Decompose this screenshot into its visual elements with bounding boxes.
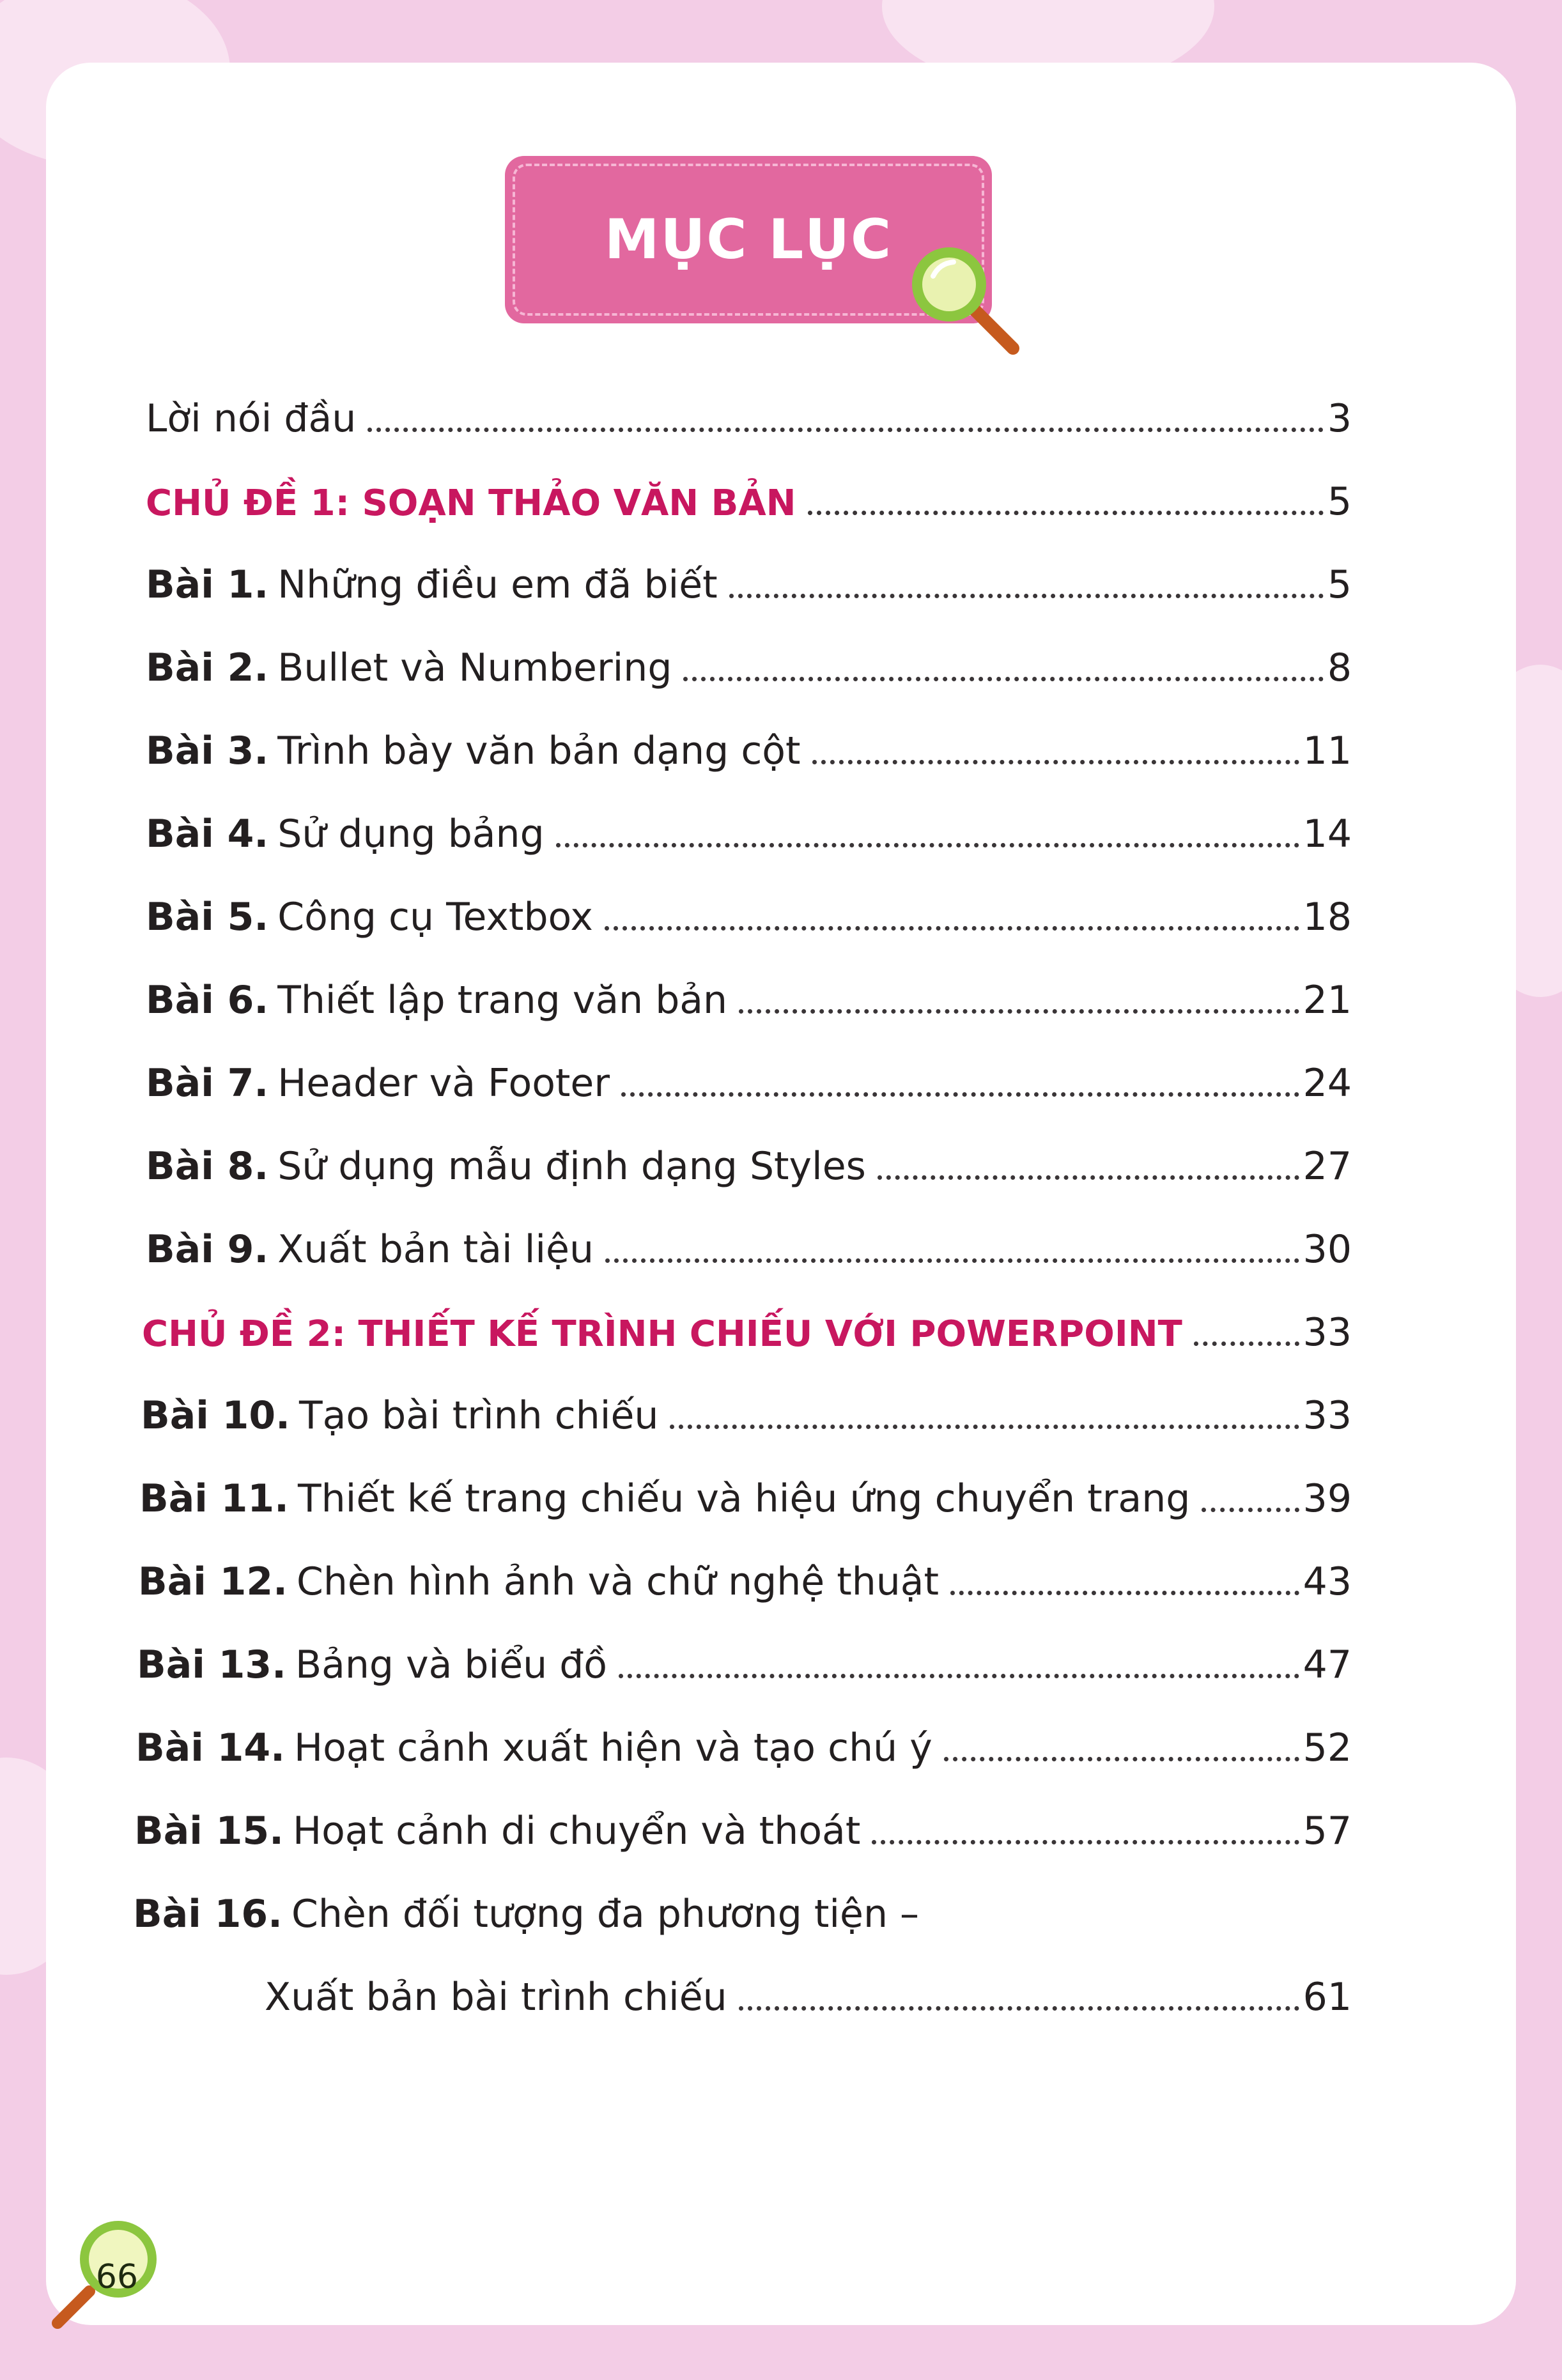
- toc-row: [146, 1214, 1352, 1272]
- toc-row: [134, 1796, 1352, 1853]
- dot-leader: [621, 1092, 1299, 1097]
- lesson-number: Bài 13.: [137, 1642, 286, 1687]
- toc-entry-title: [146, 1227, 594, 1272]
- toc-entry-label: Thiết kế trang chiếu và hiệu ứng chuyển trang: [297, 1476, 1191, 1521]
- toc-row: [146, 1131, 1352, 1189]
- lesson-number: Bài 6.: [146, 978, 269, 1023]
- toc-entry-title: [146, 729, 801, 773]
- toc-entry-label: Chèn đối tượng đa phương tiện –: [291, 1892, 920, 1936]
- toc-entry-label: Bảng và biểu đồ: [295, 1642, 607, 1687]
- toc-page-number: 5: [1327, 562, 1352, 607]
- toc-page-number: 14: [1303, 812, 1352, 856]
- toc-entry-label: Tạo bài trình chiếu: [298, 1393, 659, 1438]
- dot-leader: [739, 1009, 1299, 1014]
- dot-leader: [1194, 1341, 1299, 1346]
- dot-leader: [872, 1840, 1299, 1844]
- dot-leader: [878, 1175, 1299, 1180]
- toc-entry-title: [146, 483, 796, 524]
- toc-entry-label: Lời nói đầu: [146, 396, 357, 441]
- dot-leader: [556, 843, 1299, 847]
- page-title: MỤC LỤC: [604, 208, 893, 272]
- toc-page-number: 33: [1303, 1310, 1352, 1355]
- toc-row: [146, 550, 1352, 607]
- dot-leader: [605, 1258, 1299, 1263]
- toc-entry-title: [138, 1559, 939, 1604]
- lesson-number: Bài 2.: [146, 645, 269, 690]
- toc-entry-title: [265, 1975, 727, 2020]
- lesson-number: Bài 15.: [134, 1809, 284, 1853]
- dot-leader: [944, 1757, 1299, 1761]
- toc-entry-title: [137, 1642, 607, 1687]
- toc-page-number: 27: [1303, 1144, 1352, 1189]
- toc-row: [146, 1048, 1352, 1106]
- dot-leader: [619, 1674, 1299, 1678]
- lesson-number: Bài 5.: [146, 895, 269, 939]
- toc-row: [137, 1630, 1352, 1687]
- toc-row: [138, 1547, 1352, 1604]
- toc-entry-title: [146, 895, 593, 939]
- toc-entry-title: [146, 1061, 610, 1106]
- toc-entry-title: [135, 1726, 932, 1770]
- toc-page-number: 30: [1303, 1227, 1352, 1272]
- toc-row: [141, 1380, 1352, 1438]
- dot-leader: [683, 677, 1323, 681]
- toc-entry-title: [146, 396, 356, 441]
- lesson-number: Bài 1.: [146, 562, 269, 607]
- toc-entry-title: [139, 1476, 1190, 1521]
- toc-row: [146, 716, 1352, 773]
- toc-entry-label: Xuất bản bài trình chiếu: [265, 1975, 727, 2020]
- toc-entry-label: Hoạt cảnh xuất hiện và tạo chú ý: [293, 1726, 932, 1770]
- toc-page-number: 52: [1303, 1726, 1352, 1770]
- toc-entry-label: CHỦ ĐỀ 2: THIẾT KẾ TRÌNH CHIẾU VỚI POWERPOINT: [142, 1313, 1182, 1355]
- toc-page-number: 3: [1327, 396, 1352, 441]
- toc-row: [265, 1962, 1352, 2020]
- toc-entry-label: Bullet và Numbering: [277, 645, 672, 690]
- toc-page-number: 24: [1303, 1061, 1352, 1106]
- lesson-number: Bài 14.: [135, 1726, 285, 1770]
- toc-entry-label: Những điều em đã biết: [277, 562, 718, 607]
- toc-page-number: 39: [1303, 1476, 1352, 1521]
- toc-row: [146, 633, 1352, 690]
- toc-entry-title: [133, 1892, 919, 1936]
- dot-leader: [950, 1591, 1299, 1595]
- toc-entry-label: Trình bày văn bản dạng cột: [277, 729, 801, 773]
- toc-entry-label: CHỦ ĐỀ 1: SOẠN THẢO VĂN BẢN: [146, 483, 796, 524]
- toc-page-number: 5: [1327, 479, 1352, 524]
- toc-entry-label: Hoạt cảnh di chuyển và thoát: [292, 1809, 861, 1853]
- toc-entry-title: [146, 645, 672, 690]
- toc-entry-label: Sử dụng mẫu định dạng Styles: [277, 1144, 866, 1189]
- lesson-number: Bài 11.: [139, 1476, 289, 1521]
- toc-row: [146, 882, 1352, 939]
- toc-entry-title: [134, 1809, 860, 1853]
- lesson-number: Bài 3.: [146, 729, 269, 773]
- dot-leader: [670, 1425, 1299, 1429]
- toc-entry-label: Xuất bản tài liệu: [277, 1227, 594, 1272]
- toc-page-number: 47: [1303, 1642, 1352, 1687]
- toc-entry-label: Chèn hình ảnh và chữ nghệ thuật: [296, 1559, 940, 1604]
- toc-page-number: 61: [1303, 1975, 1352, 2020]
- lesson-number: Bài 7.: [146, 1061, 269, 1106]
- dot-leader: [1202, 1508, 1299, 1512]
- dot-leader: [367, 428, 1324, 432]
- dot-leader: [729, 594, 1324, 598]
- lesson-number: Bài 4.: [146, 812, 269, 856]
- toc-page-number: 43: [1303, 1559, 1352, 1604]
- toc-entry-title: [146, 978, 727, 1023]
- toc-page-number: 18: [1303, 895, 1352, 939]
- toc-entry-title: [142, 1313, 1182, 1355]
- lesson-number: Bài 10.: [141, 1393, 290, 1438]
- toc-page-number: 57: [1303, 1809, 1352, 1853]
- toc-page-number: 8: [1327, 645, 1352, 690]
- toc-entry-title: [146, 1144, 866, 1189]
- toc-page-number: 33: [1303, 1393, 1352, 1438]
- toc-entry-title: [146, 562, 718, 607]
- dot-leader: [812, 760, 1299, 764]
- toc-entry-title: [141, 1393, 658, 1438]
- page-number: 66: [95, 2258, 139, 2296]
- toc-row: [146, 965, 1352, 1023]
- toc-entry-label: Thiết lập trang văn bản: [277, 978, 728, 1023]
- toc-entry-label: Sử dụng bảng: [277, 812, 545, 856]
- toc-row: [135, 1713, 1352, 1770]
- toc-page-number: 21: [1303, 978, 1352, 1023]
- lesson-number: Bài 9.: [146, 1227, 269, 1272]
- toc-entry-label: Công cụ Textbox: [277, 895, 593, 939]
- toc-entry-title: [146, 812, 545, 856]
- lesson-number: Bài 16.: [133, 1892, 282, 1936]
- dot-leader: [605, 926, 1299, 931]
- toc-page-number: 11: [1303, 729, 1352, 773]
- toc-row: [146, 799, 1352, 856]
- toc-row: [146, 383, 1352, 441]
- toc-entry-label: Header và Footer: [277, 1061, 610, 1106]
- toc-row: [139, 1464, 1352, 1521]
- toc-chapter-row: [142, 1297, 1352, 1355]
- dot-leader: [739, 2006, 1299, 2011]
- toc-row: [133, 1879, 1352, 1936]
- lesson-number: Bài 8.: [146, 1144, 269, 1189]
- lesson-number: Bài 12.: [138, 1559, 288, 1604]
- dot-leader: [808, 511, 1324, 515]
- toc-chapter-row: [146, 467, 1352, 524]
